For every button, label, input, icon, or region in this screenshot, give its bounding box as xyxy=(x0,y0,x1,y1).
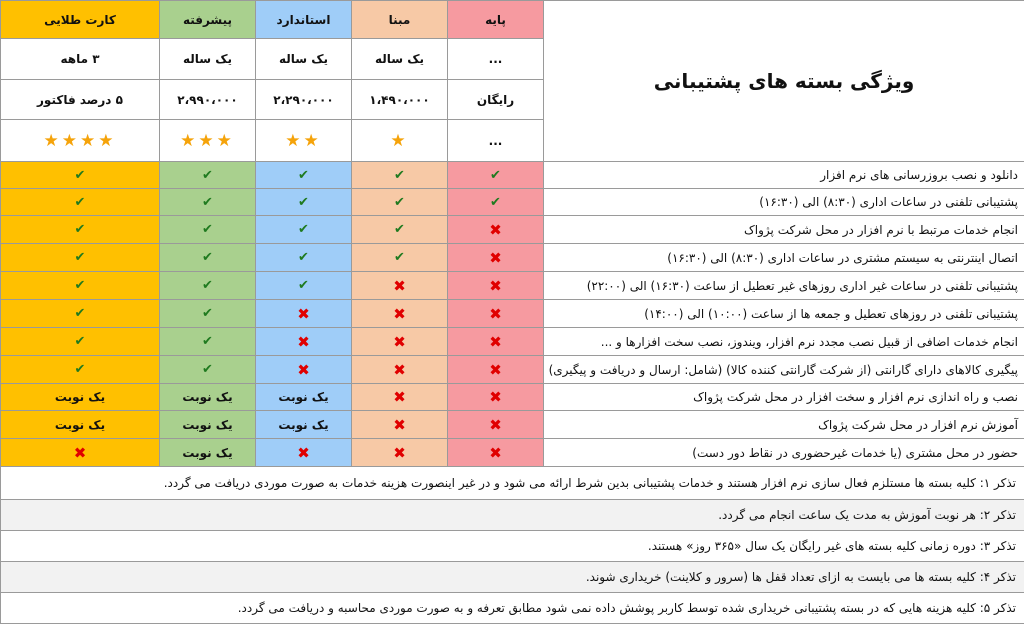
feature-label: انجام خدمات اضافی از قبیل نصب مجدد نرم افزار، ویندوز، نصب سخت افزارها و ... xyxy=(544,328,1024,356)
feature-cell-excluded xyxy=(256,439,352,467)
feature-cell-limited xyxy=(256,411,352,439)
package-name-paye: پایه xyxy=(448,1,544,39)
feature-cell-excluded xyxy=(352,411,448,439)
feature-cell-text: یک نوبت xyxy=(54,390,106,404)
feature-label: انجام خدمات مرتبط با نرم افزار در محل شرکت پژواک xyxy=(544,216,1024,244)
star-icon: ★★★ xyxy=(180,130,235,151)
note-row xyxy=(1,562,1024,593)
feature-label: آموزش نرم افزار در محل شرکت پژواک xyxy=(544,411,1024,439)
feature-row xyxy=(1,439,1024,467)
feature-cell-included xyxy=(256,216,352,244)
feature-cell-text: یک نوبت xyxy=(278,390,329,404)
cross-icon: ✖ xyxy=(297,304,310,323)
package-name-standard: استاندارد xyxy=(256,1,352,39)
feature-cell-included xyxy=(1,216,160,244)
feature-cell-limited xyxy=(160,439,256,467)
cross-icon: ✖ xyxy=(393,415,406,434)
check-icon: ✔ xyxy=(202,250,213,265)
package-name-mabna: مبنا xyxy=(352,1,448,39)
note-text: تذکر ۴: کلیه بسته ها می بایست به ازای تعداد قفل ها (سرور و کلاینت) خریداری شوند. xyxy=(1,562,1024,593)
feature-cell-excluded xyxy=(448,272,544,300)
check-icon: ✔ xyxy=(298,278,309,293)
package-duration: یک ساله xyxy=(160,39,256,80)
star-icon: ★★★★ xyxy=(43,130,117,151)
cross-icon: ✖ xyxy=(489,360,502,379)
feature-cell-included xyxy=(1,162,160,189)
note-row xyxy=(1,467,1024,500)
feature-cell-excluded xyxy=(448,300,544,328)
package-rating xyxy=(448,120,544,162)
feature-cell-text: یک نوبت xyxy=(278,417,329,432)
feature-cell-text: یک نوبت xyxy=(182,445,233,460)
feature-cell-text: یک نوبت xyxy=(182,417,233,432)
check-icon: ✔ xyxy=(394,167,405,183)
feature-row xyxy=(1,356,1024,384)
check-icon: ✔ xyxy=(74,250,86,265)
package-duration: ۳ ماهه xyxy=(1,39,160,80)
cross-icon: ✖ xyxy=(297,332,310,351)
feature-cell-text: یک نوبت xyxy=(182,390,233,404)
package-rating xyxy=(160,120,256,162)
feature-cell-included xyxy=(160,356,256,384)
check-icon: ✔ xyxy=(202,222,213,237)
note-text: تذکر ۲: هر نوبت آموزش به مدت یک ساعت انجام می گردد. xyxy=(1,500,1024,531)
feature-cell-excluded xyxy=(256,328,352,356)
check-icon: ✔ xyxy=(298,167,309,183)
cross-icon: ✖ xyxy=(393,332,406,351)
check-icon: ✔ xyxy=(202,194,213,210)
cross-icon: ✖ xyxy=(489,332,502,351)
check-icon: ✔ xyxy=(202,306,213,321)
feature-cell-excluded xyxy=(448,411,544,439)
feature-cell-included xyxy=(352,162,448,189)
feature-label: پشتیبانی تلفنی در ساعات غیر اداری روزهای غیر تعطیل از ساعت (۱۶:۳۰) الی (۲۲:۰۰) xyxy=(544,272,1024,300)
feature-cell-included xyxy=(352,244,448,272)
cross-icon: ✖ xyxy=(489,248,502,267)
package-price: ۱،۴۹۰،۰۰۰ xyxy=(352,80,448,120)
note-row xyxy=(1,500,1024,531)
feature-label: اتصال اینترنتی به سیستم مشتری در ساعات اداری (۸:۳۰) الی (۱۶:۳۰) xyxy=(544,244,1024,272)
header-row xyxy=(1,1,1024,39)
note-text: تذکر ۳: دوره زمانی کلیه بسته های غیر رایگان یک سال «۳۶۵ روز» هستند. xyxy=(1,531,1024,562)
page-title: ویژگی بسته های پشتیبانی xyxy=(544,1,1024,162)
feature-row xyxy=(1,272,1024,300)
check-icon: ✔ xyxy=(202,362,213,377)
package-rating xyxy=(352,120,448,162)
cross-icon: ✖ xyxy=(393,360,406,379)
note-text: تذکر ۵: کلیه هزینه هایی که در بسته پشتیبانی خریداری شده توسط کاربر پوشش داده نمی شود مطابق تعرفه و به صورت موردی محاسبه و دریافت می گردد. xyxy=(1,593,1024,624)
feature-cell-excluded xyxy=(448,439,544,467)
check-icon: ✔ xyxy=(202,167,213,183)
note-text: تذکر ۱: کلیه بسته ها مستلزم فعال سازی نرم افزار هستند و خدمات پشتیبانی بدین شرط ارائه می شود و در غیر اینصورت هزینه خدمات به صورت موردی دریافت می گردد. xyxy=(1,467,1024,500)
feature-label: حضور در محل مشتری (یا خدمات غیرحضوری در نقاط دور دست) xyxy=(544,439,1024,467)
feature-label: پیگیری کالاهای دارای گارانتی (از شرکت گارانتی کننده کالا) (شامل: ارسال و دریافت و پیگیری) xyxy=(544,356,1024,384)
feature-cell-excluded xyxy=(448,216,544,244)
check-icon: ✔ xyxy=(74,194,86,210)
feature-cell-included xyxy=(1,244,160,272)
feature-cell-included xyxy=(256,162,352,189)
feature-cell-excluded xyxy=(448,244,544,272)
package-rating xyxy=(1,120,160,162)
feature-cell-included xyxy=(256,272,352,300)
cross-icon: ✖ xyxy=(297,360,310,379)
check-icon: ✔ xyxy=(202,278,213,293)
feature-cell-included xyxy=(160,162,256,189)
feature-cell-included xyxy=(1,328,160,356)
feature-cell-included xyxy=(160,328,256,356)
feature-cell-excluded xyxy=(352,272,448,300)
check-icon: ✔ xyxy=(394,250,405,265)
feature-cell-included xyxy=(1,300,160,328)
feature-cell-limited xyxy=(256,384,352,411)
feature-label: پشتیبانی تلفنی در روزهای تعطیل و جمعه ها از ساعت (۱۰:۰۰) الی (۱۴:۰۰) xyxy=(544,300,1024,328)
cross-icon: ✖ xyxy=(393,388,406,406)
cross-icon: ✖ xyxy=(489,443,502,462)
cross-icon: ✖ xyxy=(489,388,502,406)
feature-row xyxy=(1,162,1024,189)
feature-cell-excluded xyxy=(448,356,544,384)
package-price: ۲،۲۹۰،۰۰۰ xyxy=(256,80,352,120)
check-icon: ✔ xyxy=(74,167,86,183)
feature-cell-included xyxy=(160,244,256,272)
feature-row xyxy=(1,300,1024,328)
package-price: رایگان xyxy=(448,80,544,120)
check-icon: ✔ xyxy=(394,222,405,237)
note-row xyxy=(1,531,1024,562)
feature-label: پشتیبانی تلفنی در ساعات اداری (۸:۳۰) الی (۱۶:۳۰) xyxy=(544,189,1024,216)
check-icon: ✔ xyxy=(490,194,501,210)
feature-cell-excluded xyxy=(352,384,448,411)
feature-cell-included xyxy=(352,189,448,216)
package-duration: یک ساله xyxy=(256,39,352,80)
feature-cell-limited xyxy=(160,384,256,411)
package-name-gold: کارت طلایی xyxy=(1,1,160,39)
rating-text: ... xyxy=(488,133,503,148)
feature-label: دانلود و نصب بروزرسانی های نرم افزار xyxy=(544,162,1024,189)
feature-cell-excluded xyxy=(256,300,352,328)
check-icon: ✔ xyxy=(298,250,309,265)
note-row xyxy=(1,593,1024,624)
package-name-pishrafte: پیشرفته xyxy=(160,1,256,39)
feature-row xyxy=(1,244,1024,272)
check-icon: ✔ xyxy=(74,362,86,377)
package-price: ۲،۹۹۰،۰۰۰ xyxy=(160,80,256,120)
feature-cell-included xyxy=(160,216,256,244)
feature-cell-included xyxy=(160,300,256,328)
star-icon: ★★ xyxy=(285,130,322,151)
feature-cell-included xyxy=(160,189,256,216)
cross-icon: ✖ xyxy=(393,443,406,462)
feature-cell-excluded xyxy=(352,328,448,356)
feature-cell-excluded xyxy=(448,384,544,411)
feature-cell-text: یک نوبت xyxy=(54,417,106,432)
feature-cell-included xyxy=(1,189,160,216)
check-icon: ✔ xyxy=(394,194,405,210)
check-icon: ✔ xyxy=(298,222,309,237)
package-price: ۵ درصد فاکتور xyxy=(1,80,160,120)
check-icon: ✔ xyxy=(74,222,86,237)
check-icon: ✔ xyxy=(490,167,501,183)
cross-icon: ✖ xyxy=(393,276,406,295)
feature-row xyxy=(1,328,1024,356)
package-rating xyxy=(256,120,352,162)
package-duration: یک ساله xyxy=(352,39,448,80)
cross-icon: ✖ xyxy=(489,276,502,295)
feature-cell-included xyxy=(256,189,352,216)
package-duration: ... xyxy=(448,39,544,80)
cross-icon: ✖ xyxy=(489,304,502,323)
check-icon: ✔ xyxy=(74,278,86,293)
feature-cell-included xyxy=(1,272,160,300)
feature-cell-excluded xyxy=(256,356,352,384)
cross-icon: ✖ xyxy=(297,443,310,462)
feature-cell-limited xyxy=(160,411,256,439)
feature-cell-included xyxy=(352,216,448,244)
check-icon: ✔ xyxy=(202,334,213,349)
feature-label: نصب و راه اندازی نرم افزار و سخت افزار در محل شرکت پژواک xyxy=(544,384,1024,411)
feature-row xyxy=(1,216,1024,244)
feature-cell-excluded xyxy=(352,439,448,467)
check-icon: ✔ xyxy=(74,306,86,321)
cross-icon: ✖ xyxy=(393,304,406,323)
feature-cell-excluded xyxy=(1,439,160,467)
feature-cell-excluded xyxy=(352,356,448,384)
feature-cell-included xyxy=(1,356,160,384)
feature-cell-excluded xyxy=(352,300,448,328)
feature-cell-included xyxy=(448,162,544,189)
feature-cell-limited xyxy=(1,384,160,411)
feature-row xyxy=(1,189,1024,216)
star-icon: ★ xyxy=(390,130,409,151)
check-icon: ✔ xyxy=(298,194,309,210)
feature-row xyxy=(1,384,1024,411)
feature-cell-included xyxy=(160,272,256,300)
feature-row xyxy=(1,411,1024,439)
feature-cell-included xyxy=(448,189,544,216)
cross-icon: ✖ xyxy=(489,220,502,239)
check-icon: ✔ xyxy=(74,334,86,349)
feature-cell-excluded xyxy=(448,328,544,356)
cross-icon: ✖ xyxy=(73,443,87,462)
cross-icon: ✖ xyxy=(489,415,502,434)
feature-cell-limited xyxy=(1,411,160,439)
feature-cell-included xyxy=(256,244,352,272)
